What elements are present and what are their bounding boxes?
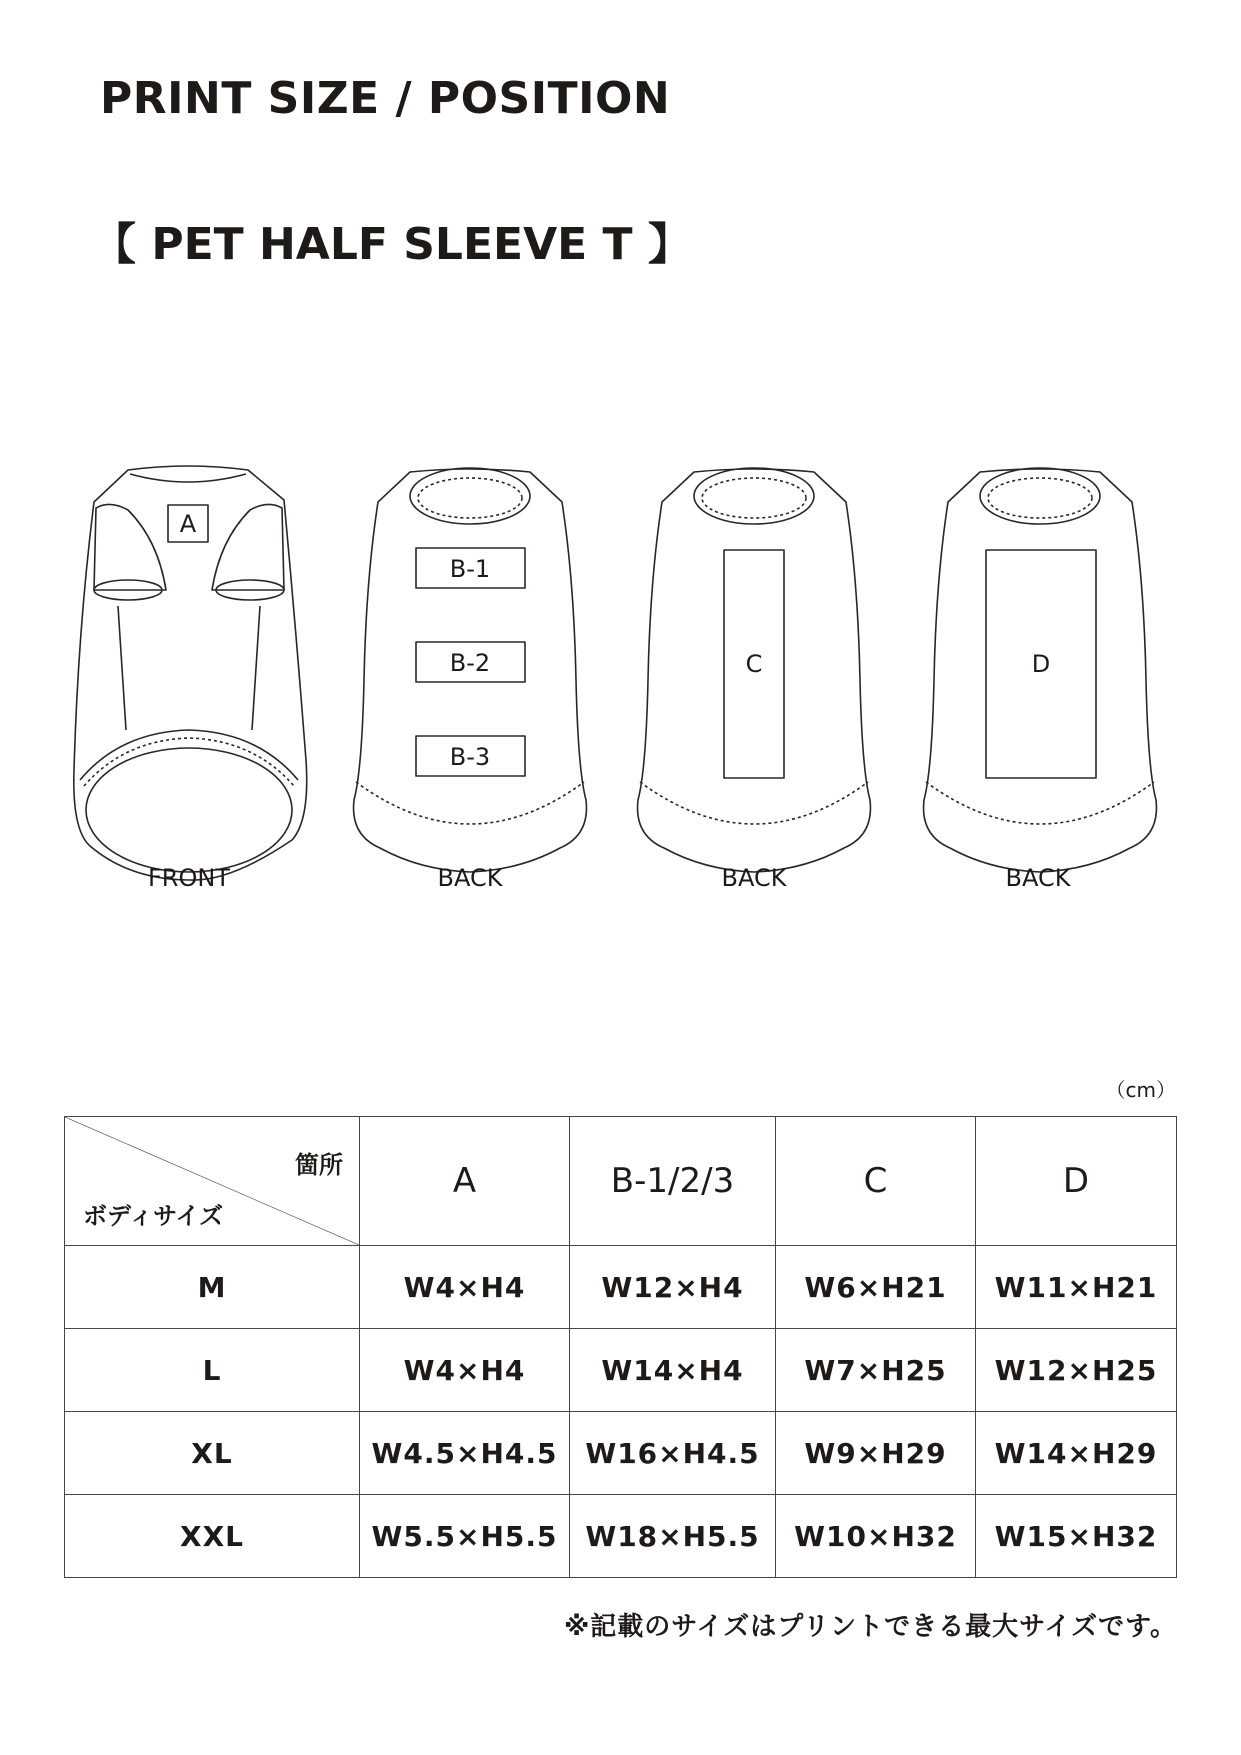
table-cell: W12×H4 <box>570 1246 776 1329</box>
garment-illustrations <box>0 440 1241 920</box>
table-cell: W11×H21 <box>976 1246 1177 1329</box>
table-row <box>65 1412 1177 1495</box>
row-size-label: XXL <box>65 1495 360 1578</box>
corner-label-body-size: ボディサイズ <box>83 1202 224 1230</box>
view-label-back-1: BACK <box>437 864 503 892</box>
row-size-label: L <box>65 1329 360 1412</box>
corner-label-location: 箇所 <box>295 1151 343 1179</box>
table-cell: W16×H4.5 <box>570 1412 776 1495</box>
row-size-label: XL <box>65 1412 360 1495</box>
column-header: A <box>360 1117 570 1246</box>
table-cell: W14×H4 <box>570 1329 776 1412</box>
back-garment-drawing-3 <box>924 468 1157 872</box>
table-corner-cell <box>65 1117 360 1246</box>
table-cell: W7×H25 <box>776 1329 976 1412</box>
table-row <box>65 1329 1177 1412</box>
table-cell: W4×H4 <box>360 1246 570 1329</box>
front-garment-drawing <box>74 466 307 880</box>
unit-label: （cm） <box>1105 1078 1176 1102</box>
back-garment-drawing-2 <box>638 468 871 872</box>
table-cell: W15×H32 <box>976 1495 1177 1578</box>
column-header: B-1/2/3 <box>570 1117 776 1246</box>
product-title: 【 PET HALF SLEEVE T 】 <box>92 219 692 270</box>
print-size-table <box>64 1116 1177 1578</box>
page-title: PRINT SIZE / POSITION <box>100 73 671 124</box>
view-label-front: FRONT <box>148 864 230 892</box>
table-cell: W4×H4 <box>360 1329 570 1412</box>
table-cell: W14×H29 <box>976 1412 1177 1495</box>
footnote: ※記載のサイズはプリントできる最大サイズです。 <box>564 1612 1177 1642</box>
back-garment-drawing-1 <box>354 468 587 872</box>
table-cell: W12×H25 <box>976 1329 1177 1412</box>
column-header: D <box>976 1117 1177 1246</box>
area-label-a: A <box>179 510 197 538</box>
area-label-c: C <box>745 650 763 678</box>
view-label-back-2: BACK <box>721 864 787 892</box>
table-row <box>65 1495 1177 1578</box>
table-cell: W18×H5.5 <box>570 1495 776 1578</box>
table-row <box>65 1246 1177 1329</box>
area-label-b1: B-1 <box>449 555 491 583</box>
table-cell: W6×H21 <box>776 1246 976 1329</box>
area-label-b2: B-2 <box>449 649 491 677</box>
row-size-label: M <box>65 1246 360 1329</box>
table-cell: W4.5×H4.5 <box>360 1412 570 1495</box>
table-header-row <box>65 1117 1177 1246</box>
area-label-b3: B-3 <box>449 743 491 771</box>
table-cell: W9×H29 <box>776 1412 976 1495</box>
table-cell: W10×H32 <box>776 1495 976 1578</box>
column-header: C <box>776 1117 976 1246</box>
table-cell: W5.5×H5.5 <box>360 1495 570 1578</box>
area-label-d: D <box>1031 650 1051 678</box>
view-label-back-3: BACK <box>1005 864 1071 892</box>
